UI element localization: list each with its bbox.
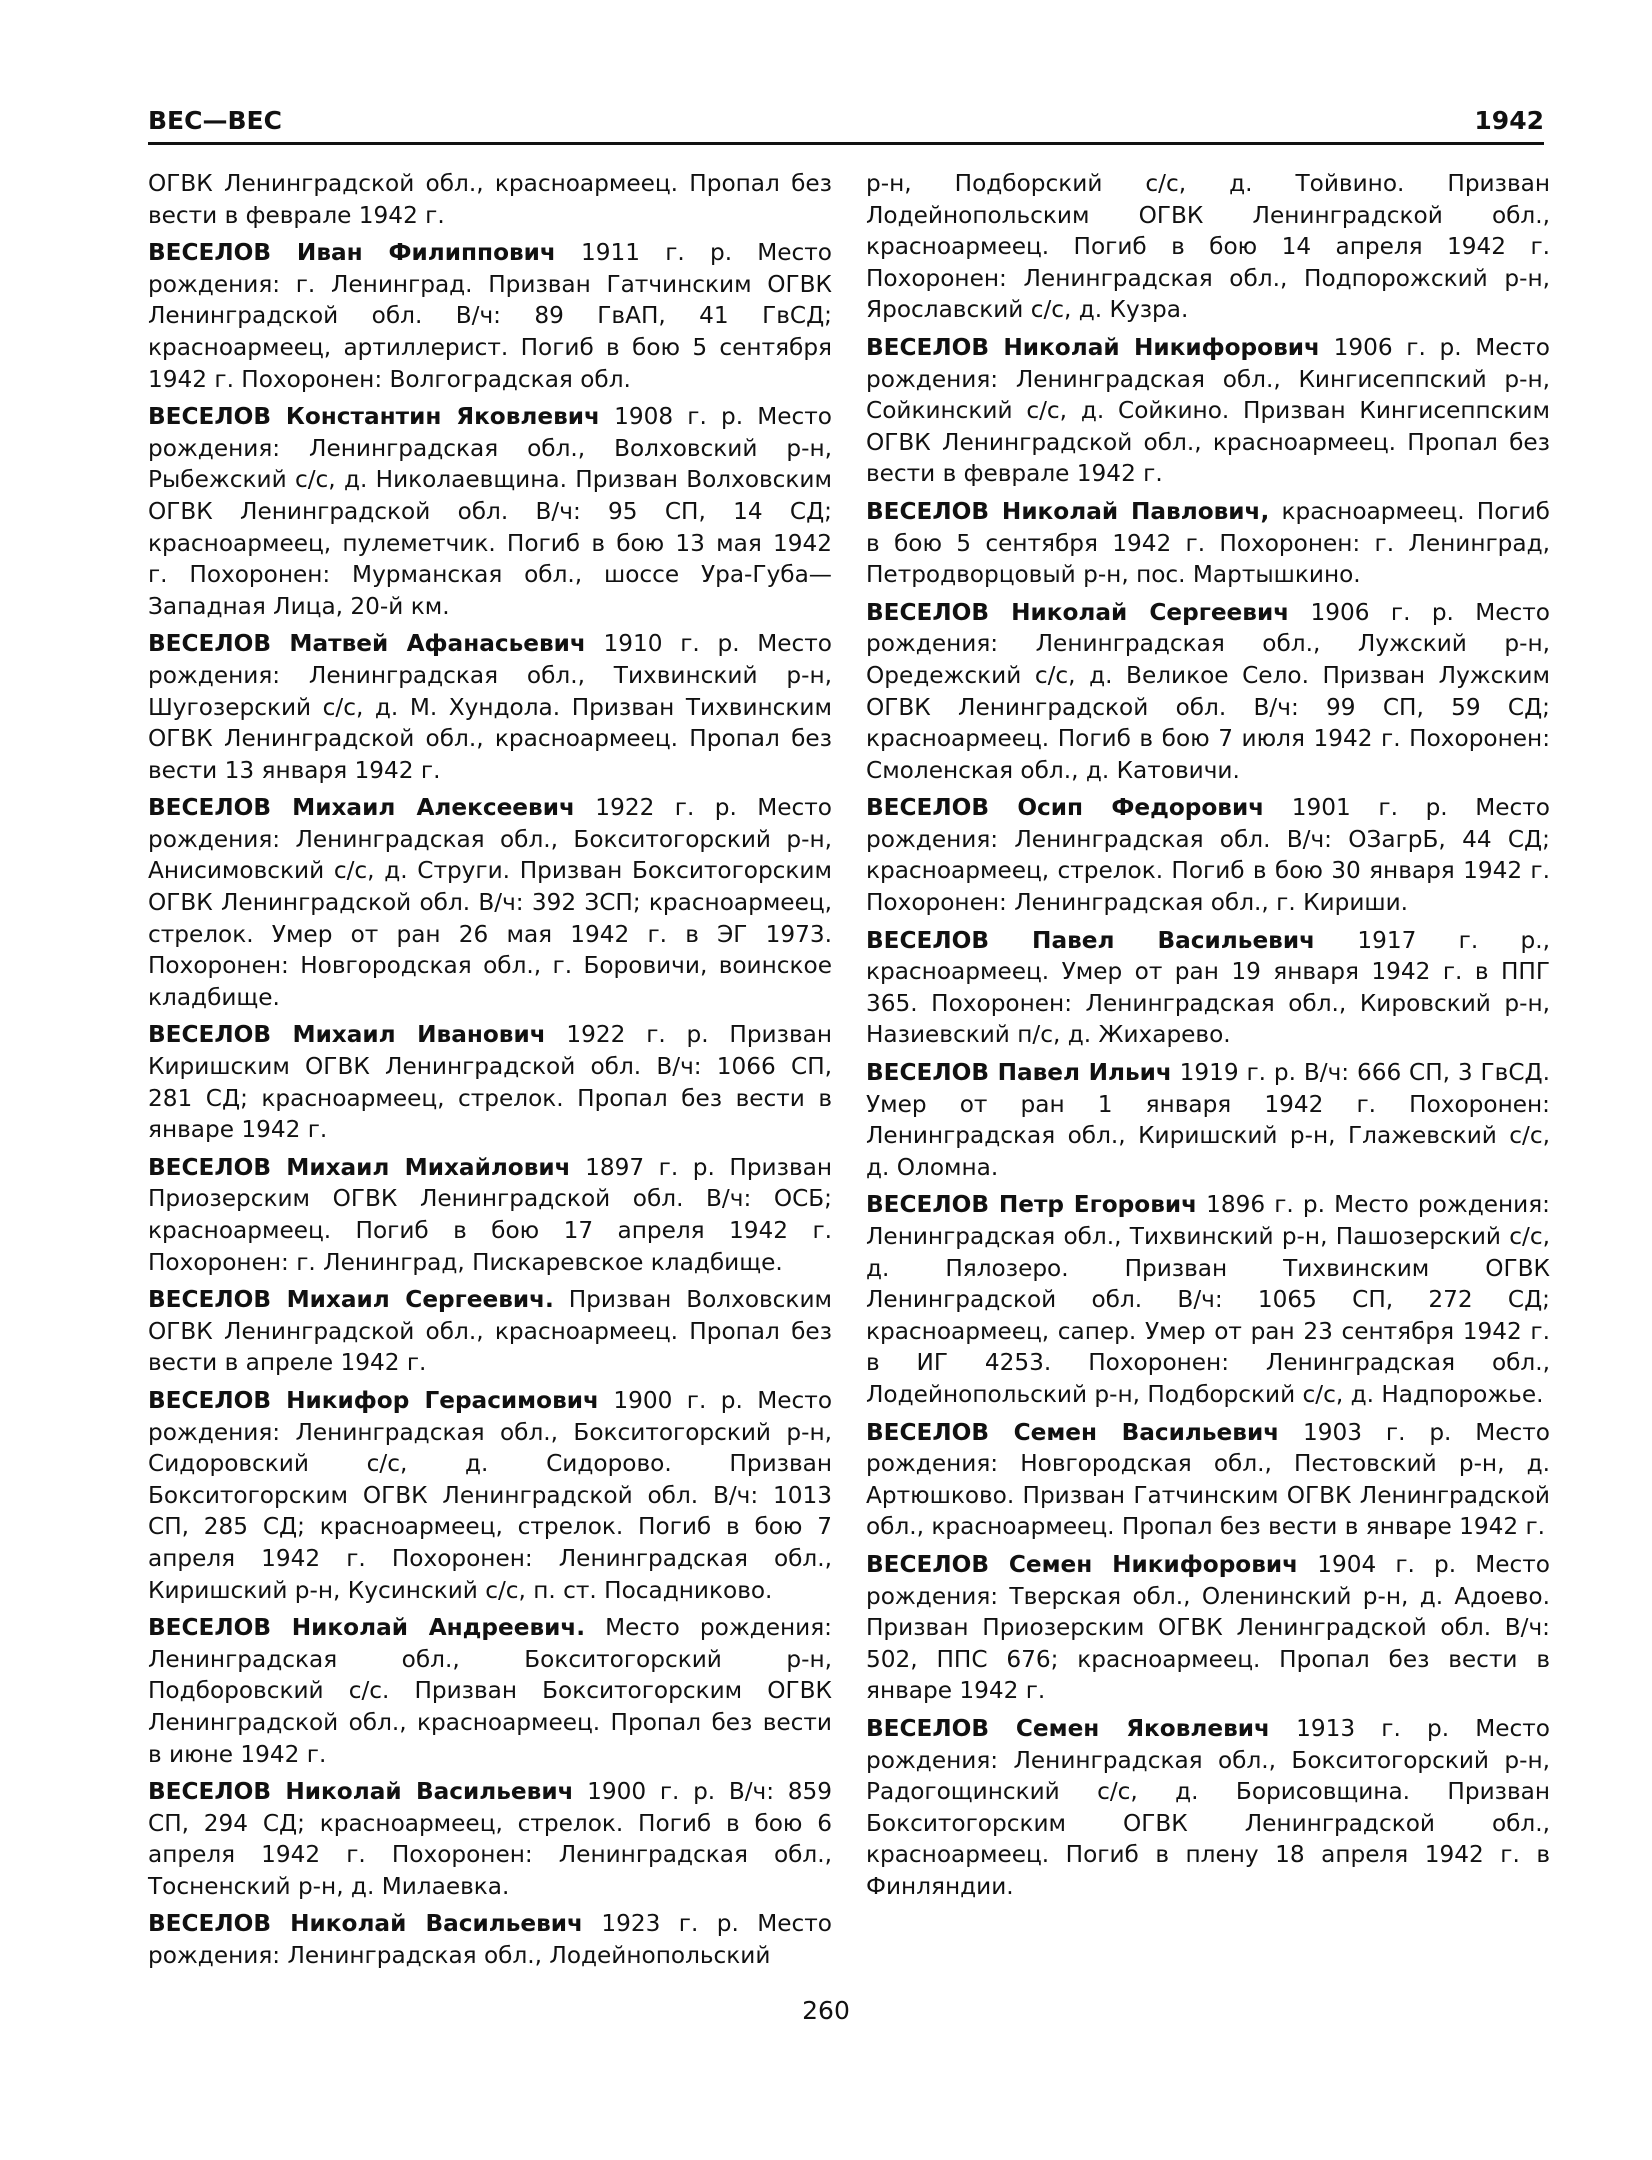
entry (866, 168, 1550, 326)
entry (148, 628, 832, 786)
entry (148, 1019, 832, 1145)
entry-name: ВЕСЕЛОВ Семен Никифорович (866, 1550, 1299, 1578)
entry (148, 792, 832, 1013)
entry-text: красноармеец. Погиб в бою 5 сентября 1942 г. Похоронен: г. Ленинград, Петродворцовый р-н, пос. Мартышкино. (866, 497, 1550, 589)
entry-name: ВЕСЕЛОВ Михаил Алексеевич (148, 794, 575, 822)
entry-name: ВЕСЕЛОВ Николай Павлович, (866, 497, 1270, 525)
entry (866, 332, 1550, 490)
entry-name: ВЕСЕЛОВ Никифор Герасимович (148, 1386, 599, 1414)
left-column (148, 168, 832, 1978)
entry (866, 1189, 1550, 1410)
entry-text: 1901 г. р. Место рождения: Ленинградская обл. В/ч: ОЗагрБ, 44 СД; красноармеец, стрелок. Погиб в бою 30 января 1942 г. Похоронен: Ленинградская обл., г. Кириши. (866, 794, 1550, 917)
entry-name: ВЕСЕЛОВ Михаил Сергеевич. (148, 1286, 554, 1314)
entry (148, 1612, 832, 1770)
entry-name: ВЕСЕЛОВ Николай Васильевич (148, 1778, 574, 1806)
entry-text: Место рождения: Ленинградская обл., Бокситогорский р-н, Подборовский с/с. Призван Бокситогорским ОГВК Ленинградской обл., красноармеец. Пропал без вести в июне 1942 г. (148, 1614, 832, 1768)
entry-name: ВЕСЕЛОВ Павел Ильич (866, 1059, 1172, 1087)
entry-text: 1917 г. р., красноармеец. Умер от ран 19 января 1942 г. в ППГ 365. Похоронен: Ленинградская обл., Кировский р-н, Назиевский п/с, д. Жихарево. (866, 926, 1550, 1049)
entry (866, 1549, 1550, 1707)
entry (866, 1057, 1550, 1183)
entry (866, 1713, 1550, 1903)
entry-text: 1919 г. р. В/ч: 666 СП, 3 ГвСД. Умер от ран 1 января 1942 г. Похоронен: Ленинградская обл., Киришский р-н, Глажевский с/с, д. Оломна. (866, 1059, 1550, 1181)
entry-text: ОГВК Ленинградской обл., красноармеец. Пропал без вести в феврале 1942 г. (148, 170, 832, 229)
entry-text: 1923 г. р. Место рождения: Ленинградская обл., Лодейнопольский (148, 1910, 832, 1970)
entry-text: 1922 г. р. Призван Киришским ОГВК Ленинградской обл. В/ч: 1066 СП, 281 СД; красноармеец, стрелок. Пропал без вести в январе 1942 г. (148, 1021, 832, 1144)
entry (148, 1908, 832, 1971)
entry (148, 1776, 832, 1902)
entry-text: 1896 г. р. Место рождения: Ленинградская обл., Тихвинский р-н, Пашозерский с/с, д. Пялозеро. Призван Тихвинским ОГВК Ленинградской обл. В/ч: 1065 СП, 272 СД; красноармеец, сапер. Умер от ран 23 сентября 1942 г. в ИГ 4253. Похоронен: Ленинградская обл., Лодейнопольский р-н, Подборский с/с, д. Надпорожье. (866, 1191, 1550, 1408)
entry-text: 1904 г. р. Место рождения: Тверская обл., Оленинский р-н, д. Адоево. Призван Приозерским ОГВК Ленинградской обл. В/ч: 502, ППС 676; красноармеец. Пропал без вести в январе 1942 г. (866, 1550, 1550, 1705)
entry-name: ВЕСЕЛОВ Михаил Михайлович (148, 1153, 571, 1181)
entry (866, 496, 1550, 591)
entry-name: ВЕСЕЛОВ Осип Федорович (866, 794, 1265, 822)
entry-text: 1897 г. р. Призван Приозерским ОГВК Ленинградской обл. В/ч: ОСБ; красноармеец. Погиб в бою 17 апреля 1942 г. Похоронен: г. Ленинград, Пискаревское кладбище. (148, 1153, 832, 1276)
entry-name: ВЕСЕЛОВ Николай Никифорович (866, 333, 1320, 361)
entry-name: ВЕСЕЛОВ Семен Васильевич (866, 1418, 1280, 1446)
entry (148, 168, 832, 231)
entry-name: ВЕСЕЛОВ Петр Егорович (866, 1191, 1198, 1219)
entry-name: ВЕСЕЛОВ Семен Яковлевич (866, 1714, 1270, 1742)
entry-name: ВЕСЕЛОВ Николай Андреевич. (148, 1614, 586, 1642)
entry-text: 1903 г. р. Место рождения: Новгородская обл., Пестовский р-н, д. Артюшково. Призван Гатчинским ОГВК Ленинградской обл., красноармеец. Пропал без вести в январе 1942 г. (866, 1418, 1550, 1541)
header-range: ВЕС—ВЕС (148, 106, 282, 135)
entry-text: 1906 г. р. Место рождения: Ленинградская обл., Лужский р-н, Оредежский с/с, д. Великое Село. Призван Лужским ОГВК Ленинградской обл. В/ч: 99 СП, 59 СД; красноармеец. Погиб в бою 7 июля 1942 г. Похоронен: Смоленская обл., д. Катовичи. (866, 598, 1550, 784)
entry-text: 1911 г. р. Место рождения: г. Ленинград. Призван Гатчинским ОГВК Ленинградской обл. В/ч: 89 ГвАП, 41 ГвСД; красноармеец, артиллерист. Погиб в бою 5 сентября 1942 г. Похоронен: Волгоградская обл. (148, 239, 832, 393)
entry-text: 1910 г. р. Место рождения: Ленинградская обл., Тихвинский р-н, Шугозерский с/с, д. М. Хундола. Призван Тихвинским ОГВК Ленинградской обл., красноармеец. Пропал без вести 13 января 1942 г. (148, 630, 832, 784)
entry-name: ВЕСЕЛОВ Константин Яковлевич (148, 403, 600, 431)
page-number: 260 (802, 1996, 850, 2025)
entry-name: ВЕСЕЛОВ Иван Филиппович (148, 239, 556, 267)
entry (148, 401, 832, 622)
entry-text: Призван Волховским ОГВК Ленинградской обл., красноармеец. Пропал без вести в апреле 1942 г. (148, 1286, 833, 1377)
entry-text: 1913 г. р. Место рождения: Ленинградская обл., Бокситогорский р-н, Радогощинский с/с, д. Борисовщина. Призван Бокситогорским ОГВК Ленинградской обл., красноармеец. Погиб в плену 18 апреля 1942 г. в Финляндии. (866, 1714, 1550, 1900)
header-year: 1942 (1474, 106, 1544, 135)
entry (866, 597, 1550, 787)
entry-name: ВЕСЕЛОВ Николай Васильевич (148, 1910, 583, 1938)
entry-text: 1900 г. р. Место рождения: Ленинградская обл., Бокситогорский р-н, Сидоровский с/с, д. Сидорово. Призван Бокситогорским ОГВК Ленинградской обл. В/ч: 1013 СП, 285 СД; красноармеец, стрелок. Погиб в бою 7 апреля 1942 г. Похоронен: Ленинградская обл., Киришский р-н, Кусинский с/с, п. ст. Посадниково. (148, 1386, 833, 1604)
entry-text: 1906 г. р. Место рождения: Ленинградская обл., Кингисеппский р-н, Сойкинский с/с, д. Сойкино. Призван Кингисеппским ОГВК Ленинградской обл., красноармеец. Пропал без вести в феврале 1942 г. (866, 333, 1550, 488)
entry-name: ВЕСЕЛОВ Николай Сергеевич (866, 598, 1290, 626)
entry-name: ВЕСЕЛОВ Павел Васильевич (866, 926, 1316, 954)
entry-text: 1922 г. р. Место рождения: Ленинградская обл., Бокситогорский р-н, Анисимовский с/с, д. Струги. Призван Бокситогорским ОГВК Ленинградской обл. В/ч: 392 ЗСП; красноармеец, стрелок. Умер от ран 26 мая 1942 г. в ЭГ 1973. Похоронен: Новгородская обл., г. Боровичи, воинское кладбище. (148, 794, 832, 1011)
entry (866, 1417, 1550, 1543)
header-rule (148, 142, 1544, 145)
entry (148, 1152, 832, 1278)
entry-name: ВЕСЕЛОВ Михаил Иванович (148, 1021, 546, 1049)
entry (866, 792, 1550, 918)
entry (148, 1284, 832, 1379)
entry (148, 1385, 832, 1606)
entry-text: 1908 г. р. Место рождения: Ленинградская обл., Волховский р-н, Рыбежский с/с, д. Николаевщина. Призван Волховским ОГВК Ленинградской обл. В/ч: 95 СП, 14 СД; красноармеец, пулеметчик. Погиб в бою 13 мая 1942 г. Похоронен: Мурманская обл., шоссе Ура-Губа—Западная Лица, 20-й км. (148, 403, 832, 620)
entry-text: р-н, Подборский с/с, д. Тойвино. Призван Лодейнопольским ОГВК Ленинградской обл., красноармеец. Погиб в бою 14 апреля 1942 г. Похоронен: Ленинградская обл., Подпорожский р-н, Ярославский с/с, д. Кузра. (866, 170, 1550, 324)
right-column (866, 168, 1550, 1908)
entry-text: 1900 г. р. В/ч: 859 СП, 294 СД; красноармеец, стрелок. Погиб в бою 6 апреля 1942 г. Похоронен: Ленинградская обл., Тосненский р-н, д. Милаевка. (148, 1778, 832, 1900)
entry (148, 237, 832, 395)
entry (866, 925, 1550, 1051)
entry-name: ВЕСЕЛОВ Матвей Афанасьевич (148, 630, 586, 658)
